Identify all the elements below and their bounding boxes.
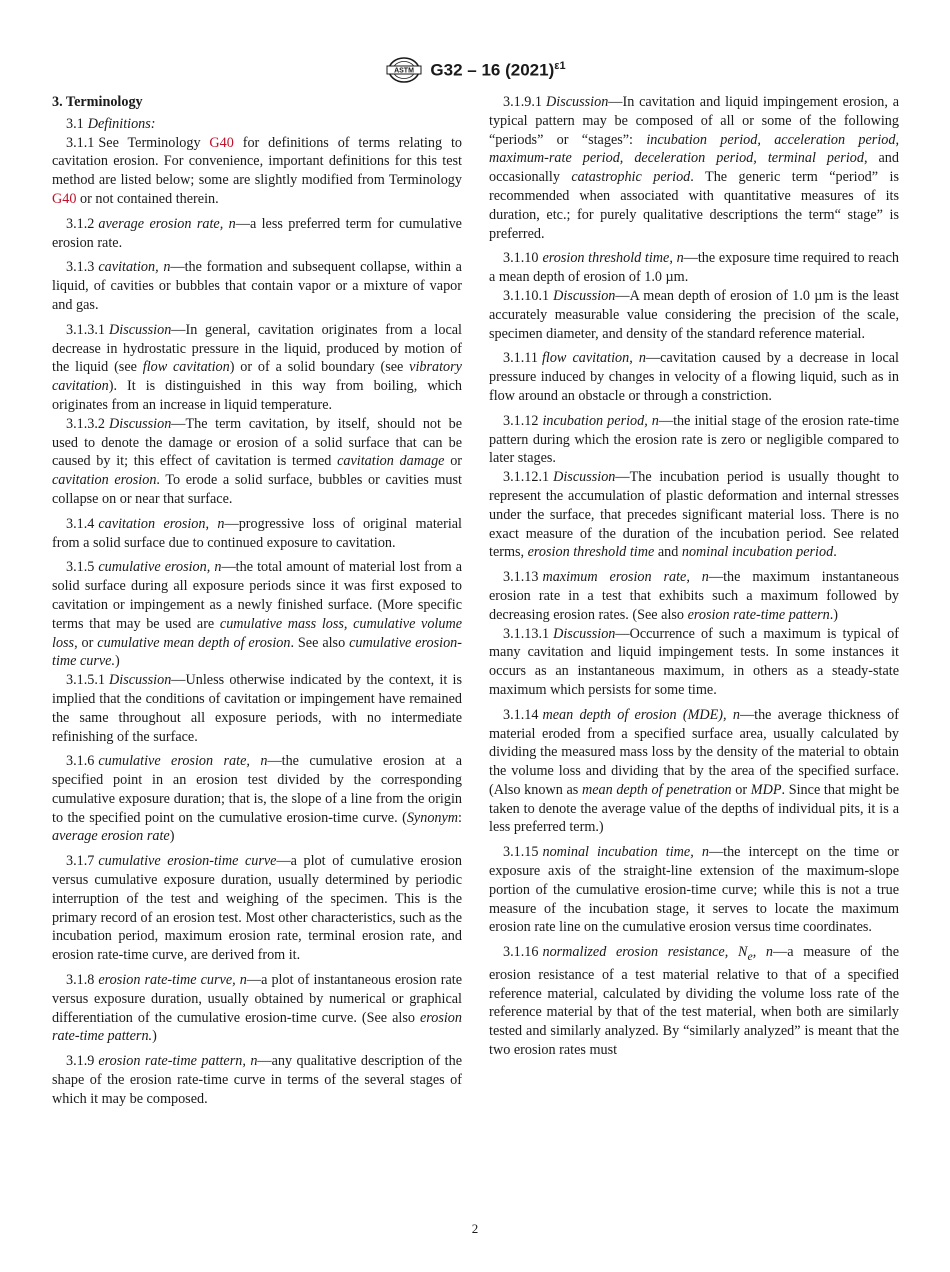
discussion-3-1-3-1: 3.1.3.1 Discussion—In general, cavitation originates from a local decrease in hydrostatic pressure in the liquid, produced by motion of the liquid (see flow cavitation) or of a solid boundary (see vibratory cavitation). It is distinguished in this way from boiling, which originates from an increase in liquid temperature. [52, 321, 462, 413]
astm-logo-icon [384, 56, 424, 84]
discussion-3-1-10-1: 3.1.10.1 Discussion—A mean depth of erosion of 1.0 µm is the least accurately measurable value considering the precision of the scale, specimen diameter, and density of the standard reference material. [489, 287, 899, 342]
svg-text:ASTM: ASTM [394, 67, 415, 75]
definition-3-1-15: 3.1.15 nominal incubation time, n—the intercept on the time or exposure axis of the straight-line extension of the maximum-slope portion of the cumulative erosion-time curve; while this is not a true measure of the incubation stage, it serves to locate the maximum erosion rate line on the cumulative erosion versus time coordinates. [489, 844, 899, 936]
right-column [489, 93, 899, 1066]
definition-3-1-9: 3.1.9 erosion rate-time pattern, n—any qualitative description of the shape of the erosion rate-time curve in terms of the several stages of which it may be composed. [52, 1053, 462, 1107]
g40-link[interactable]: G40 [52, 190, 77, 207]
left-column [52, 93, 462, 1115]
definition-3-1-2: 3.1.2 average erosion rate, n—a less preferred term for cumulative erosion rate. [52, 215, 462, 251]
definition-3-1-5: 3.1.5 cumulative erosion, n—the total amount of material lost from a solid surface during all exposure periods since it was first exposed to cavitation or impingement as a newly finished surface. (More specific terms that may be used are cumulative mass loss, cumulative volume loss, or cumulative mean depth of erosion. See also cumulative erosion-time curve.) [52, 559, 463, 670]
definition-3-1-12: 3.1.12 incubation period, n—the initial stage of the erosion rate-time pattern during which the erosion rate is zero or negligible compared to later stages. [489, 412, 899, 467]
definition-3-1-8: 3.1.8 erosion rate-time curve, n—a plot of instantaneous erosion rate versus exposure duration, usually obtained by numerical or graphical differentiation of the cumulative erosion-time curve. (See also erosion rate-time pattern.) [52, 972, 463, 1045]
definition-3-1-7: 3.1.7 cumulative erosion-time curve—a plot of cumulative erosion versus cumulative exposure duration, usually determined by periodic interruption of the test and weighing of the specimen. This is the primary record of an erosion test. Most other characteristics, such as the incubation period, maximum erosion rate, terminal erosion rate, and erosion rate-time curve, are derived from it. [52, 853, 462, 964]
page-number: 2 [471, 1221, 479, 1236]
discussion-3-1-12-1: 3.1.12.1 Discussion—The incubation period is usually thought to represent the accumulation of plastic deformation and internal stresses under the surface, that precedes significant material loss. There is no exact measure of the duration of the incubation period. See related terms, erosion threshold time and nominal incubation period. [489, 469, 899, 561]
definition-3-1-3: 3.1.3 cavitation, n—the formation and subsequent collapse, within a liquid, of cavities or bubbles that contain vapor or a mixture of vapor and gas. [52, 259, 462, 313]
definition-3-1-13: 3.1.13 maximum erosion rate, n—the maximum instantaneous erosion rate in a test that exhibits such a maximum followed by decreasing erosion rates. (See also erosion rate-time pattern.) [489, 569, 899, 623]
definition-3-1-1: 3.1.1 See Terminology G40 for definitions of terms relating to cavitation erosion. For convenience, important definitions for this test method are listed below; some are slightly modified from Terminology G40 or not contained therein. [52, 134, 462, 207]
page-header [0, 55, 950, 85]
discussion-3-1-9-1: 3.1.9.1 Discussion—In cavitation and liquid impingement erosion, a typical pattern may be composed of all or some of the following “periods” or “stages”: incubation period, acceleration period, maximum-rate period, deceleration period, terminal period, and occasionally catastrophic period. The generic term “period” is recommended when associated with quantitative measures of its duration, etc.; for purely qualitative descriptions the term“ stage” is preferred. [489, 94, 899, 242]
definition-3-1-16: 3.1.16 normalized erosion resistance, $N_e$, n—a measure of the erosion resistance of a test material relative to that of a specified reference material, calculated by dividing the volume loss rate of the reference material by that of the test material, when both are similarly tested and similarly analyzed. By “similarly analyzed” is meant that the two erosion rates must [489, 944, 900, 1059]
g40-link[interactable]: G40 [209, 134, 234, 151]
definition-3-1-4: 3.1.4 cavitation erosion, n—progressive loss of original material from a solid surface due to continued exposure to cavitation. [52, 515, 462, 551]
discussion-3-1-13-1: 3.1.13.1 Discussion—Occurrence of such a maximum is typical of many cavitation and liquid impingement tests. In some instances it occurs as an instantaneous maximum, in others as a steady-state maximum which persists for some time. [489, 625, 899, 698]
definition-3-1: 3.1 Definitions: [66, 115, 156, 132]
definition-3-1-6: 3.1.6 cumulative erosion rate, n—the cumulative erosion at a specified point in an erosion test divided by the corresponding cumulative exposure duration; that is, the slope of a line from the origin to the specified point on the cumulative erosion-time curve. (Synonym: average erosion rate) [52, 753, 462, 845]
definition-3-1-11: 3.1.11 flow cavitation, n—cavitation caused by a decrease in local pressure induced by changes in velocity of a flowing liquid, such as in flow around an obstacle or through a constriction. [489, 350, 899, 404]
discussion-3-1-5-1: 3.1.5.1 Discussion—Unless otherwise indicated by the context, it is implied that the conditions of cavitation or impingement have remained the same throughout all exposure periods, with no intermediate refinishing of the surface. [52, 672, 462, 745]
definition-3-1-14: 3.1.14 mean depth of erosion (MDE), n—the average thickness of material eroded from a specified surface area, usually calculated by dividing the measured mass loss by the density of the material to obtain the volume loss and dividing that by the area of the specified surface. (Also known as mean depth of penetration or MDP. Since that might be taken to denote the average value of the depths of individual pits, it is a less preferred term.) [489, 706, 899, 836]
definition-3-1-10: 3.1.10 erosion threshold time, n—the exposure time required to reach a mean depth of erosion of 1.0 µm. [489, 250, 899, 286]
section-title: 3. Terminology [52, 94, 143, 110]
document-designation: G32 – 16 $(2021)^{\varepsilon 1}$ [430, 59, 566, 80]
discussion-3-1-3-2: 3.1.3.2 Discussion—The term cavitation, by itself, should not be used to denote the damage or erosion of a solid surface that can be caused by it; this effect of cavitation is termed cavitation damage or cavitation erosion. To erode a solid surface, bubbles or cavities must collapse on or near that surface. [52, 415, 463, 507]
